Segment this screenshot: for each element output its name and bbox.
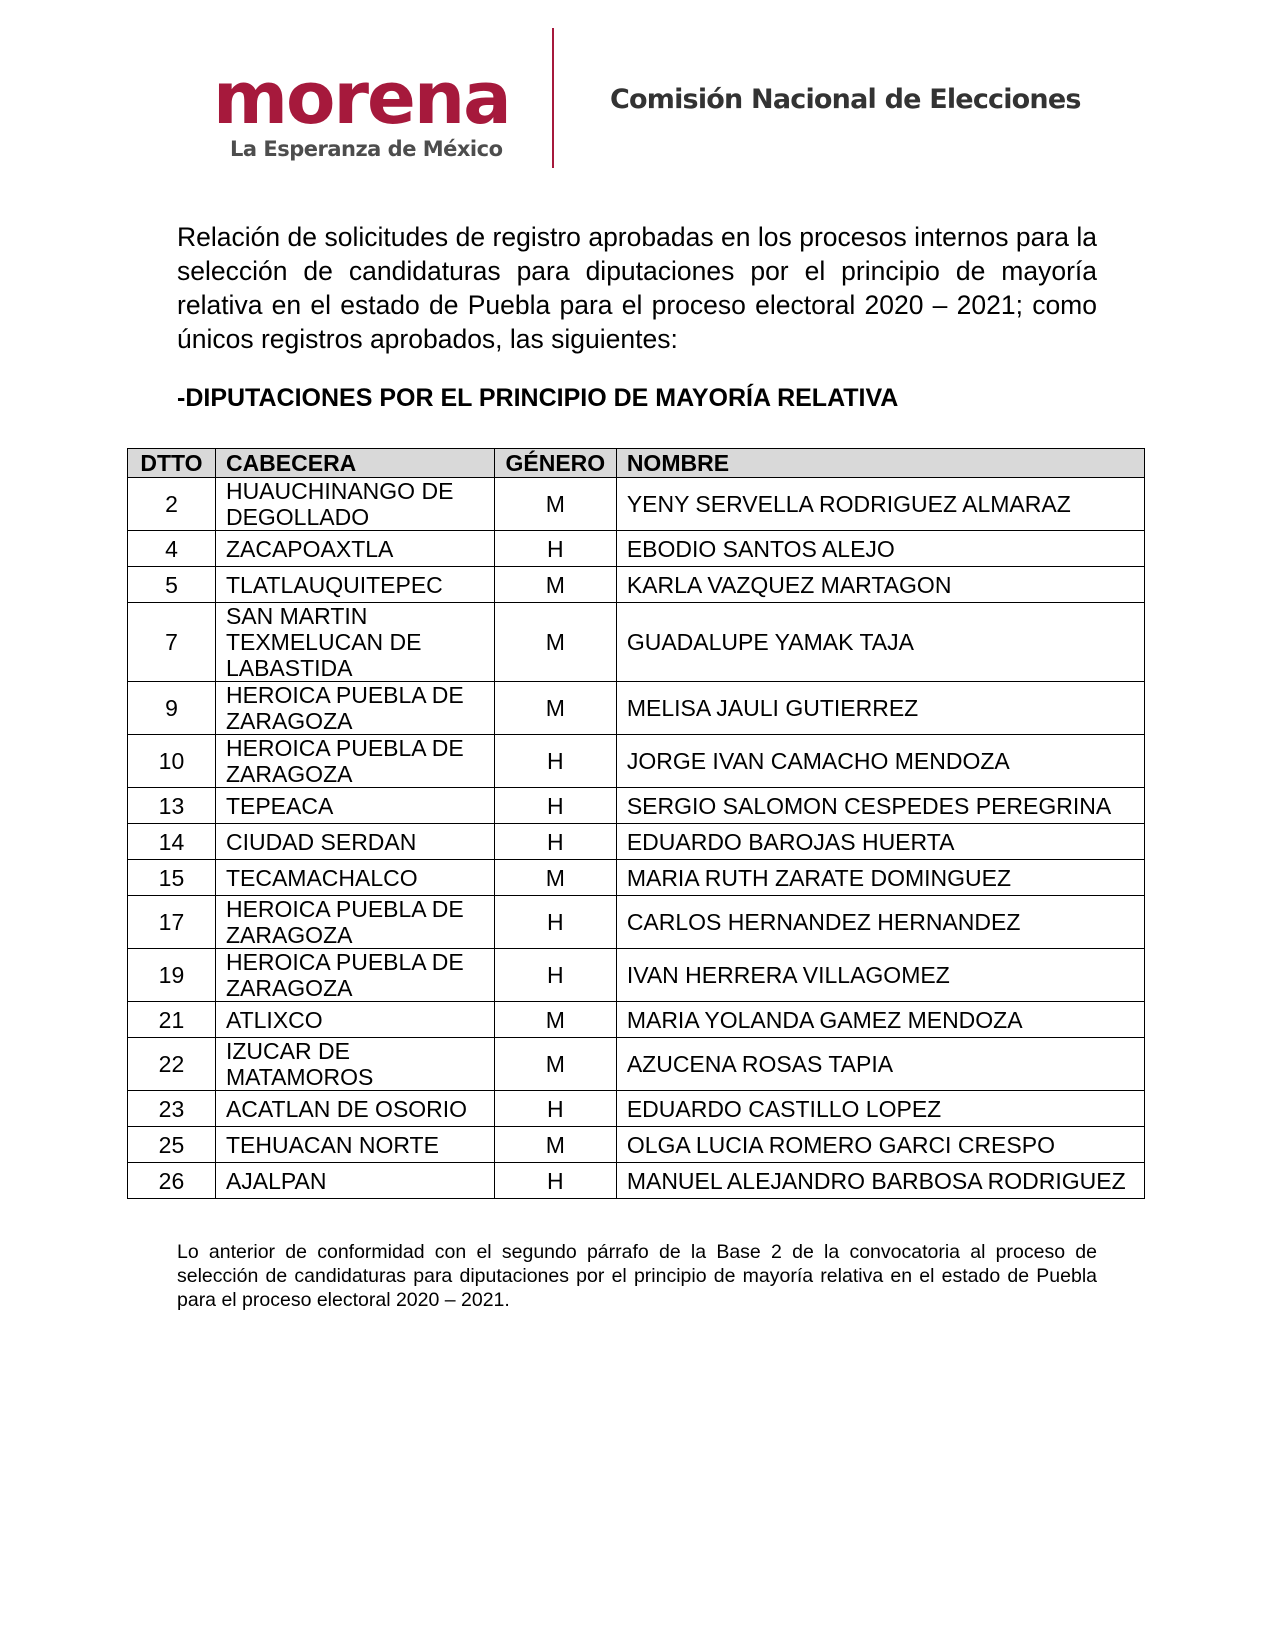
- table-header-row: [128, 449, 1145, 478]
- cell-dtto: 15: [128, 860, 216, 896]
- cell-nombre: MARIA RUTH ZARATE DOMINGUEZ: [616, 860, 1144, 896]
- cell-nombre: MELISA JAULI GUTIERREZ: [616, 682, 1144, 735]
- cell-dtto: 10: [128, 735, 216, 788]
- table-row: [128, 1163, 1145, 1199]
- cell-genero: M: [494, 860, 616, 896]
- table-row: [128, 567, 1145, 603]
- cell-dtto: 14: [128, 824, 216, 860]
- cell-dtto: 5: [128, 567, 216, 603]
- table-row: [128, 735, 1145, 788]
- cell-cabecera: ATLIXCO: [215, 1002, 494, 1038]
- cell-dtto: 7: [128, 603, 216, 682]
- commission-title: Comisión Nacional de Elecciones: [610, 84, 1081, 115]
- table-row: [128, 1038, 1145, 1091]
- header-nombre: NOMBRE: [616, 449, 1144, 478]
- cell-nombre: MARIA YOLANDA GAMEZ MENDOZA: [616, 1002, 1144, 1038]
- cell-cabecera: ACATLAN DE OSORIO: [215, 1091, 494, 1127]
- cell-dtto: 26: [128, 1163, 216, 1199]
- table-row: [128, 1091, 1145, 1127]
- morena-logo: [213, 56, 513, 162]
- cell-cabecera: TECAMACHALCO: [215, 860, 494, 896]
- cell-cabecera: HEROICA PUEBLA DE ZARAGOZA: [215, 682, 494, 735]
- cell-dtto: 23: [128, 1091, 216, 1127]
- cell-genero: H: [494, 824, 616, 860]
- header-genero: GÉNERO: [494, 449, 616, 478]
- table-row: [128, 1127, 1145, 1163]
- header-divider: [552, 28, 554, 168]
- intro-paragraph: Relación de solicitudes de registro aprobadas en los procesos internos para la selección de candidaturas para diputaciones por el principio de mayoría relativa en el estado de Puebla para el proceso electoral 2020 – 2021; como únicos registros aprobados, las siguientes:: [177, 222, 1097, 354]
- table-row: [128, 603, 1145, 682]
- cell-nombre: YENY SERVELLA RODRIGUEZ ALMARAZ: [616, 478, 1144, 531]
- cell-nombre: IVAN HERRERA VILLAGOMEZ: [616, 949, 1144, 1002]
- table-row: [128, 478, 1145, 531]
- cell-cabecera: HEROICA PUEBLA DE ZARAGOZA: [215, 949, 494, 1002]
- cell-cabecera: HEROICA PUEBLA DE ZARAGOZA: [215, 896, 494, 949]
- cell-nombre: KARLA VAZQUEZ MARTAGON: [616, 567, 1144, 603]
- cell-genero: H: [494, 896, 616, 949]
- cell-cabecera: HUAUCHINANGO DE DEGOLLADO: [215, 478, 494, 531]
- cell-genero: H: [494, 1163, 616, 1199]
- cell-genero: M: [494, 1002, 616, 1038]
- section-title: -DIPUTACIONES POR EL PRINCIPIO DE MAYORÍA RELATIVA: [177, 384, 899, 412]
- footer-note: Lo anterior de conformidad con el segundo párrafo de la Base 2 de la convocatoria al proceso de selección de candidaturas para diputaciones por el principio de mayoría relativa en el estado de Puebla para el proceso electoral 2020 – 2021.: [177, 1241, 1097, 1311]
- cell-dtto: 21: [128, 1002, 216, 1038]
- header-cabecera: CABECERA: [215, 449, 494, 478]
- cell-genero: H: [494, 949, 616, 1002]
- cell-genero: H: [494, 531, 616, 567]
- table-row: [128, 531, 1145, 567]
- cell-nombre: GUADALUPE YAMAK TAJA: [616, 603, 1144, 682]
- cell-dtto: 17: [128, 896, 216, 949]
- table-row: [128, 788, 1145, 824]
- table-row: [128, 896, 1145, 949]
- cell-nombre: AZUCENA ROSAS TAPIA: [616, 1038, 1144, 1091]
- candidates-table: [127, 448, 1145, 1199]
- cell-cabecera: ZACAPOAXTLA: [215, 531, 494, 567]
- cell-cabecera: TEHUACAN NORTE: [215, 1127, 494, 1163]
- table-row: [128, 949, 1145, 1002]
- cell-dtto: 2: [128, 478, 216, 531]
- cell-dtto: 9: [128, 682, 216, 735]
- cell-cabecera: SAN MARTIN TEXMELUCAN DE LABASTIDA: [215, 603, 494, 682]
- table-row: [128, 682, 1145, 735]
- cell-genero: H: [494, 1091, 616, 1127]
- cell-cabecera: HEROICA PUEBLA DE ZARAGOZA: [215, 735, 494, 788]
- cell-nombre: EBODIO SANTOS ALEJO: [616, 531, 1144, 567]
- cell-genero: M: [494, 567, 616, 603]
- cell-dtto: 25: [128, 1127, 216, 1163]
- cell-genero: H: [494, 788, 616, 824]
- cell-nombre: SERGIO SALOMON CESPEDES PEREGRINA: [616, 788, 1144, 824]
- cell-nombre: EDUARDO BAROJAS HUERTA: [616, 824, 1144, 860]
- header-dtto: DTTO: [128, 449, 216, 478]
- cell-genero: H: [494, 735, 616, 788]
- cell-dtto: 19: [128, 949, 216, 1002]
- cell-dtto: 13: [128, 788, 216, 824]
- cell-cabecera: TLATLAUQUITEPEC: [215, 567, 494, 603]
- cell-nombre: CARLOS HERNANDEZ HERNANDEZ: [616, 896, 1144, 949]
- cell-dtto: 4: [128, 531, 216, 567]
- table-row: [128, 860, 1145, 896]
- cell-cabecera: AJALPAN: [215, 1163, 494, 1199]
- cell-genero: M: [494, 682, 616, 735]
- cell-genero: M: [494, 1038, 616, 1091]
- table-row: [128, 1002, 1145, 1038]
- cell-cabecera: TEPEACA: [215, 788, 494, 824]
- cell-cabecera: CIUDAD SERDAN: [215, 824, 494, 860]
- cell-cabecera: IZUCAR DE MATAMOROS: [215, 1038, 494, 1091]
- cell-nombre: JORGE IVAN CAMACHO MENDOZA: [616, 735, 1144, 788]
- cell-nombre: EDUARDO CASTILLO LOPEZ: [616, 1091, 1144, 1127]
- table-row: [128, 824, 1145, 860]
- cell-nombre: MANUEL ALEJANDRO BARBOSA RODRIGUEZ: [616, 1163, 1144, 1199]
- logo-name: morena: [213, 56, 510, 140]
- cell-dtto: 22: [128, 1038, 216, 1091]
- cell-nombre: OLGA LUCIA ROMERO GARCI CRESPO: [616, 1127, 1144, 1163]
- cell-genero: M: [494, 1127, 616, 1163]
- cell-genero: M: [494, 478, 616, 531]
- logo-tagline: La Esperanza de México: [230, 137, 503, 161]
- cell-genero: M: [494, 603, 616, 682]
